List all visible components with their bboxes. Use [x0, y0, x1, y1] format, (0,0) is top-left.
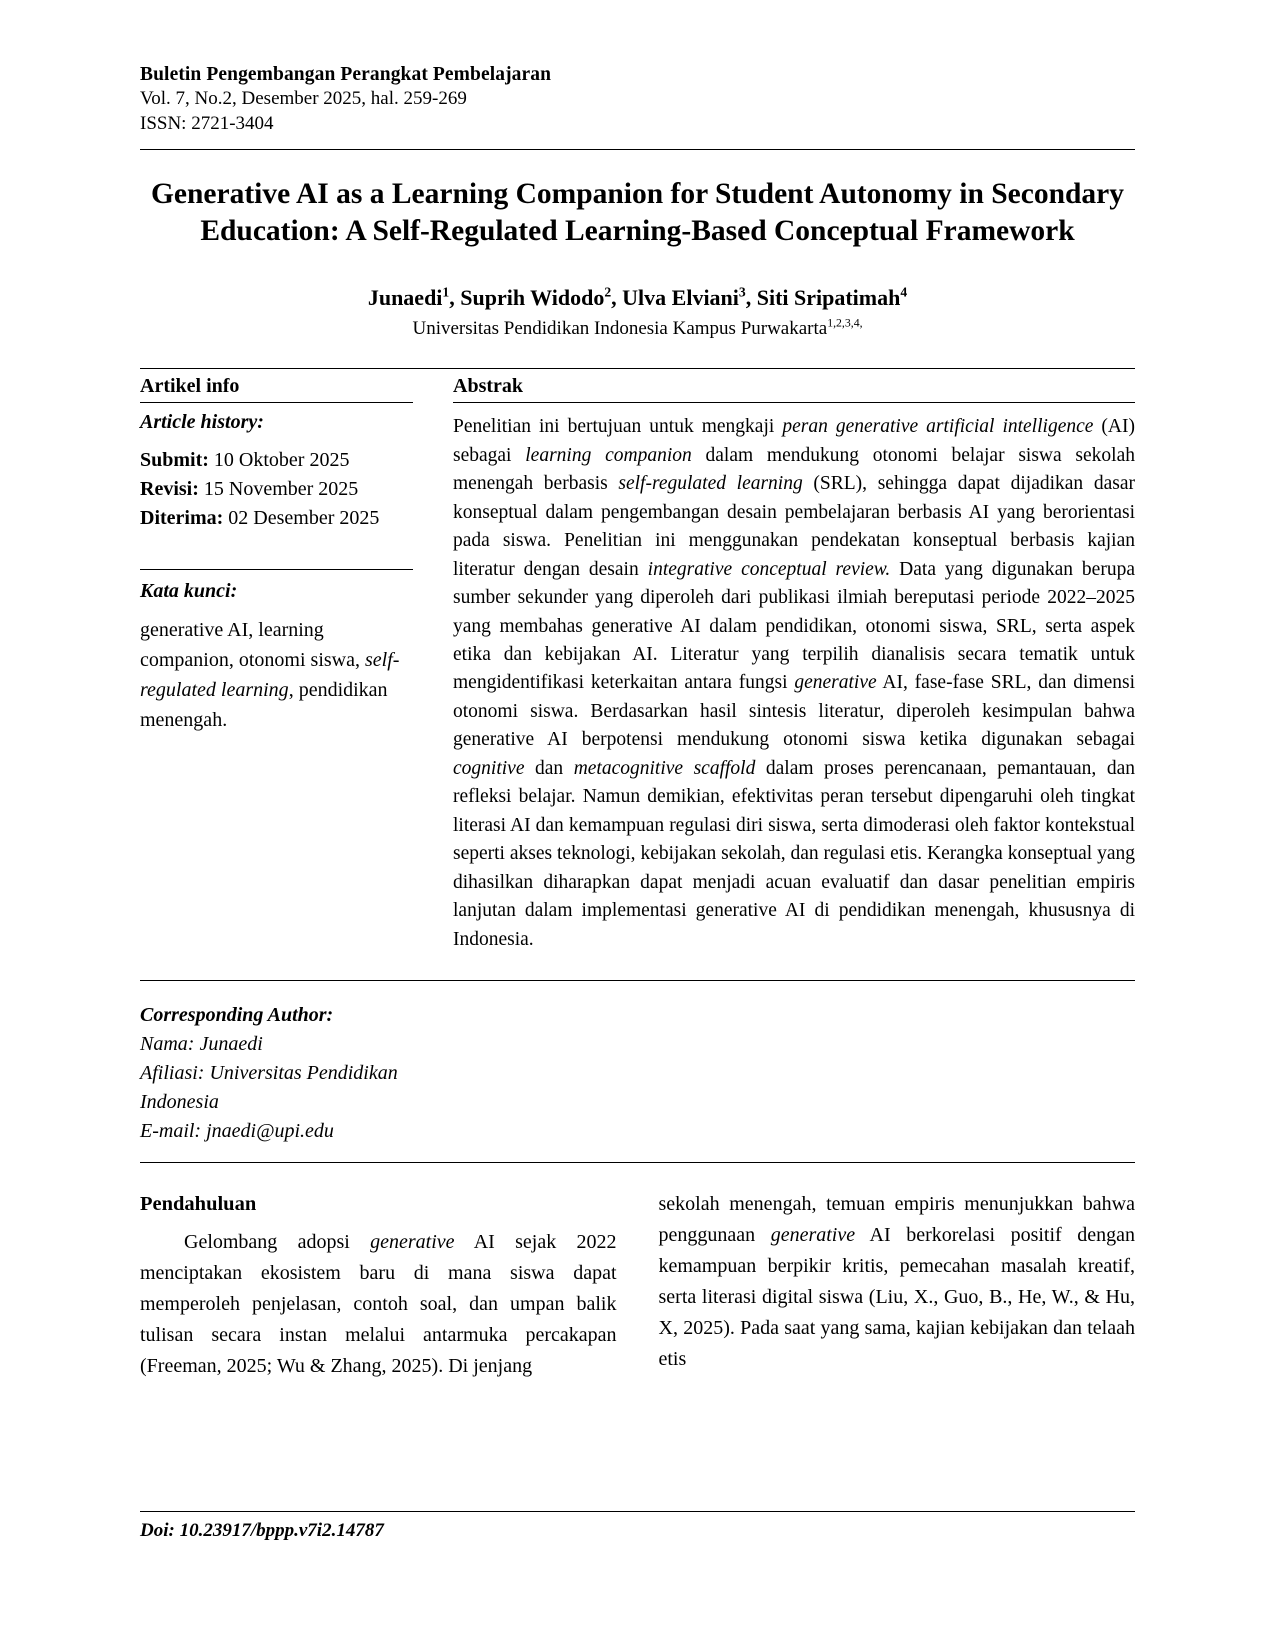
doi-text: Doi: 10.23917/bppp.v7i2.14787	[140, 1520, 384, 1541]
article-info-heading: Artikel info	[140, 375, 240, 398]
corresponding-author-heading: Corresponding Author:	[140, 1004, 334, 1027]
article-info-column	[140, 369, 435, 954]
corresponding-author-affiliation: Afiliasi: Universitas Pendidikan Indonesia	[140, 1062, 398, 1114]
header-divider	[140, 149, 1135, 150]
article-info-abstract-box	[140, 368, 1135, 954]
body-columns	[140, 1189, 1135, 1382]
page-title: Generative AI as a Learning Companion for Student Autonomy in Secondary Education: A Self-Regulated Learning-Based Conceptual Framework	[150, 177, 1125, 248]
keywords-list: generative AI, learning companion, otonomi siswa, self-regulated learning, pendidikan menengah.	[140, 619, 400, 732]
corresponding-author	[140, 991, 435, 1146]
author-affil-marker: 2	[604, 284, 612, 300]
keyword-italic: self-regulated learning	[140, 649, 400, 702]
journal-volume-line: Vol. 7, No.2, Desember 2025, hal. 259-269	[140, 88, 467, 110]
author-affiliation: Universitas Pendidikan Indonesia Kampus Purwakarta$^{1,2,3,4,}$	[412, 316, 863, 340]
history-value-revisi: 15 November 2025	[203, 478, 359, 501]
author-list: Junaedi$^1$, Suprih Widodo$^2$, Ulva Elviani$^3$, Siti Sripatimah$^4$	[367, 284, 908, 311]
abstract-text: Penelitian ini bertujuan untuk mengkaji peran generative artificial intelligence (AI) sebagai learning companion dalam mendukung otonomi belajar siswa sekolah menengah berbasis self-regulated learning (SRL), sehingga dapat dijadikan dasar konseptual dalam pengembangan desain pembelajaran berbasis AI yang berorientasi pada siswa. Penelitian ini menggunakan pendekatan konseptual berbasis kajian literatur dengan desain integrative conceptual review. Data yang digunakan berupa sumber sekunder yang diperoleh dari publikasi ilmiah bereputasi periode 2022–2025 yang membahas generative AI dalam pendidikan, otonomi siswa, SRL, serta aspek etika dan kebijakan AI. Literatur yang terpilih dianalisis secara tematik untuk mengidentifikasi keterkaitan antara fungsi generative AI, fase-fase SRL, dan dimensi otonomi siswa. Berdasarkan hasil sintesis literatur, diperoleh kesimpulan bahwa generative AI berpotensi mendukung otonomi siswa ketika digunakan sebagai cognitive dan metacognitive scaffold dalam proses perencanaan, pemantauan, dan refleksi belajar. Namun demikian, efektivitas peran tersebut dipengaruhi oleh tingkat literasi AI dan kemampuan regulasi diri siswa, serta dimoderasi oleh faktor kontekstual seperti akses teknologi, kebijakan sekolah, dan regulasi etis. Kerangka konseptual yang dihasilkan diharapkan dapat menjadi acuan evaluatif dan dasar penelitian empiris lanjutan dalam implementasi generative AI di pendidikan menengah, khususnya di Indonesia.	[453, 416, 1135, 950]
journal-header	[140, 62, 1135, 137]
body-column-left	[140, 1189, 617, 1382]
history-item-diterima	[140, 504, 413, 533]
corresponding-author-name: Nama: Junaedi	[140, 1033, 263, 1056]
author-affil-marker: 3	[738, 284, 746, 300]
intro-paragraph-col2: sekolah menengah, temuan empiris menunjukkan bahwa penggunaan generative AI berkorelasi positif dengan kemampuan berpikir kritis, pemecahan masalah kreatif, serta literasi digital siswa (Liu, X., Guo, B., He, W., & Hu, X, 2025). Pada saat yang sama, kajian kebijakan dan telaah etis	[658, 1193, 1135, 1371]
history-label-diterima: Diterima:	[140, 507, 224, 530]
author-affil-marker: 4	[900, 284, 908, 300]
affil-marker: 1,2,3,4,	[827, 316, 863, 330]
abstract-column	[435, 369, 1135, 954]
history-item-revisi	[140, 475, 413, 504]
article-history-list	[140, 434, 413, 533]
body-top-divider	[140, 1162, 1135, 1163]
body-column-right	[659, 1189, 1136, 1382]
history-value-submit: 10 Oktober 2025	[213, 449, 350, 472]
page-footer	[140, 1511, 1135, 1542]
section-heading-pendahuluan: Pendahuluan	[140, 1193, 257, 1216]
history-value-diterima: 02 Desember 2025	[228, 507, 380, 530]
journal-issn: ISSN: 2721-3404	[140, 113, 274, 135]
abstract-heading: Abstrak	[453, 375, 524, 398]
article-history-heading: Article history:	[140, 411, 264, 434]
author-affil-marker: 1	[442, 284, 450, 300]
history-label-revisi: Revisi:	[140, 478, 199, 501]
corresponding-divider	[140, 980, 1135, 981]
intro-paragraph-col1: Gelombang adopsi generative AI sejak 2022 menciptakan ekosistem baru di mana siswa dapat memperoleh penjelasan, contoh soal, dan umpan balik tulisan secara instan melalui antarmuka percakapan (Freeman, 2025; Wu & Zhang, 2025). Di jenjang	[140, 1230, 617, 1377]
keywords-heading: Kata kunci:	[140, 580, 238, 603]
journal-name: Buletin Pengembangan Perangkat Pembelajaran	[140, 64, 552, 85]
history-label-submit: Submit:	[140, 449, 209, 472]
history-item-submit	[140, 446, 413, 475]
corresponding-author-email: E-mail: jnaedi@upi.edu	[140, 1120, 334, 1143]
